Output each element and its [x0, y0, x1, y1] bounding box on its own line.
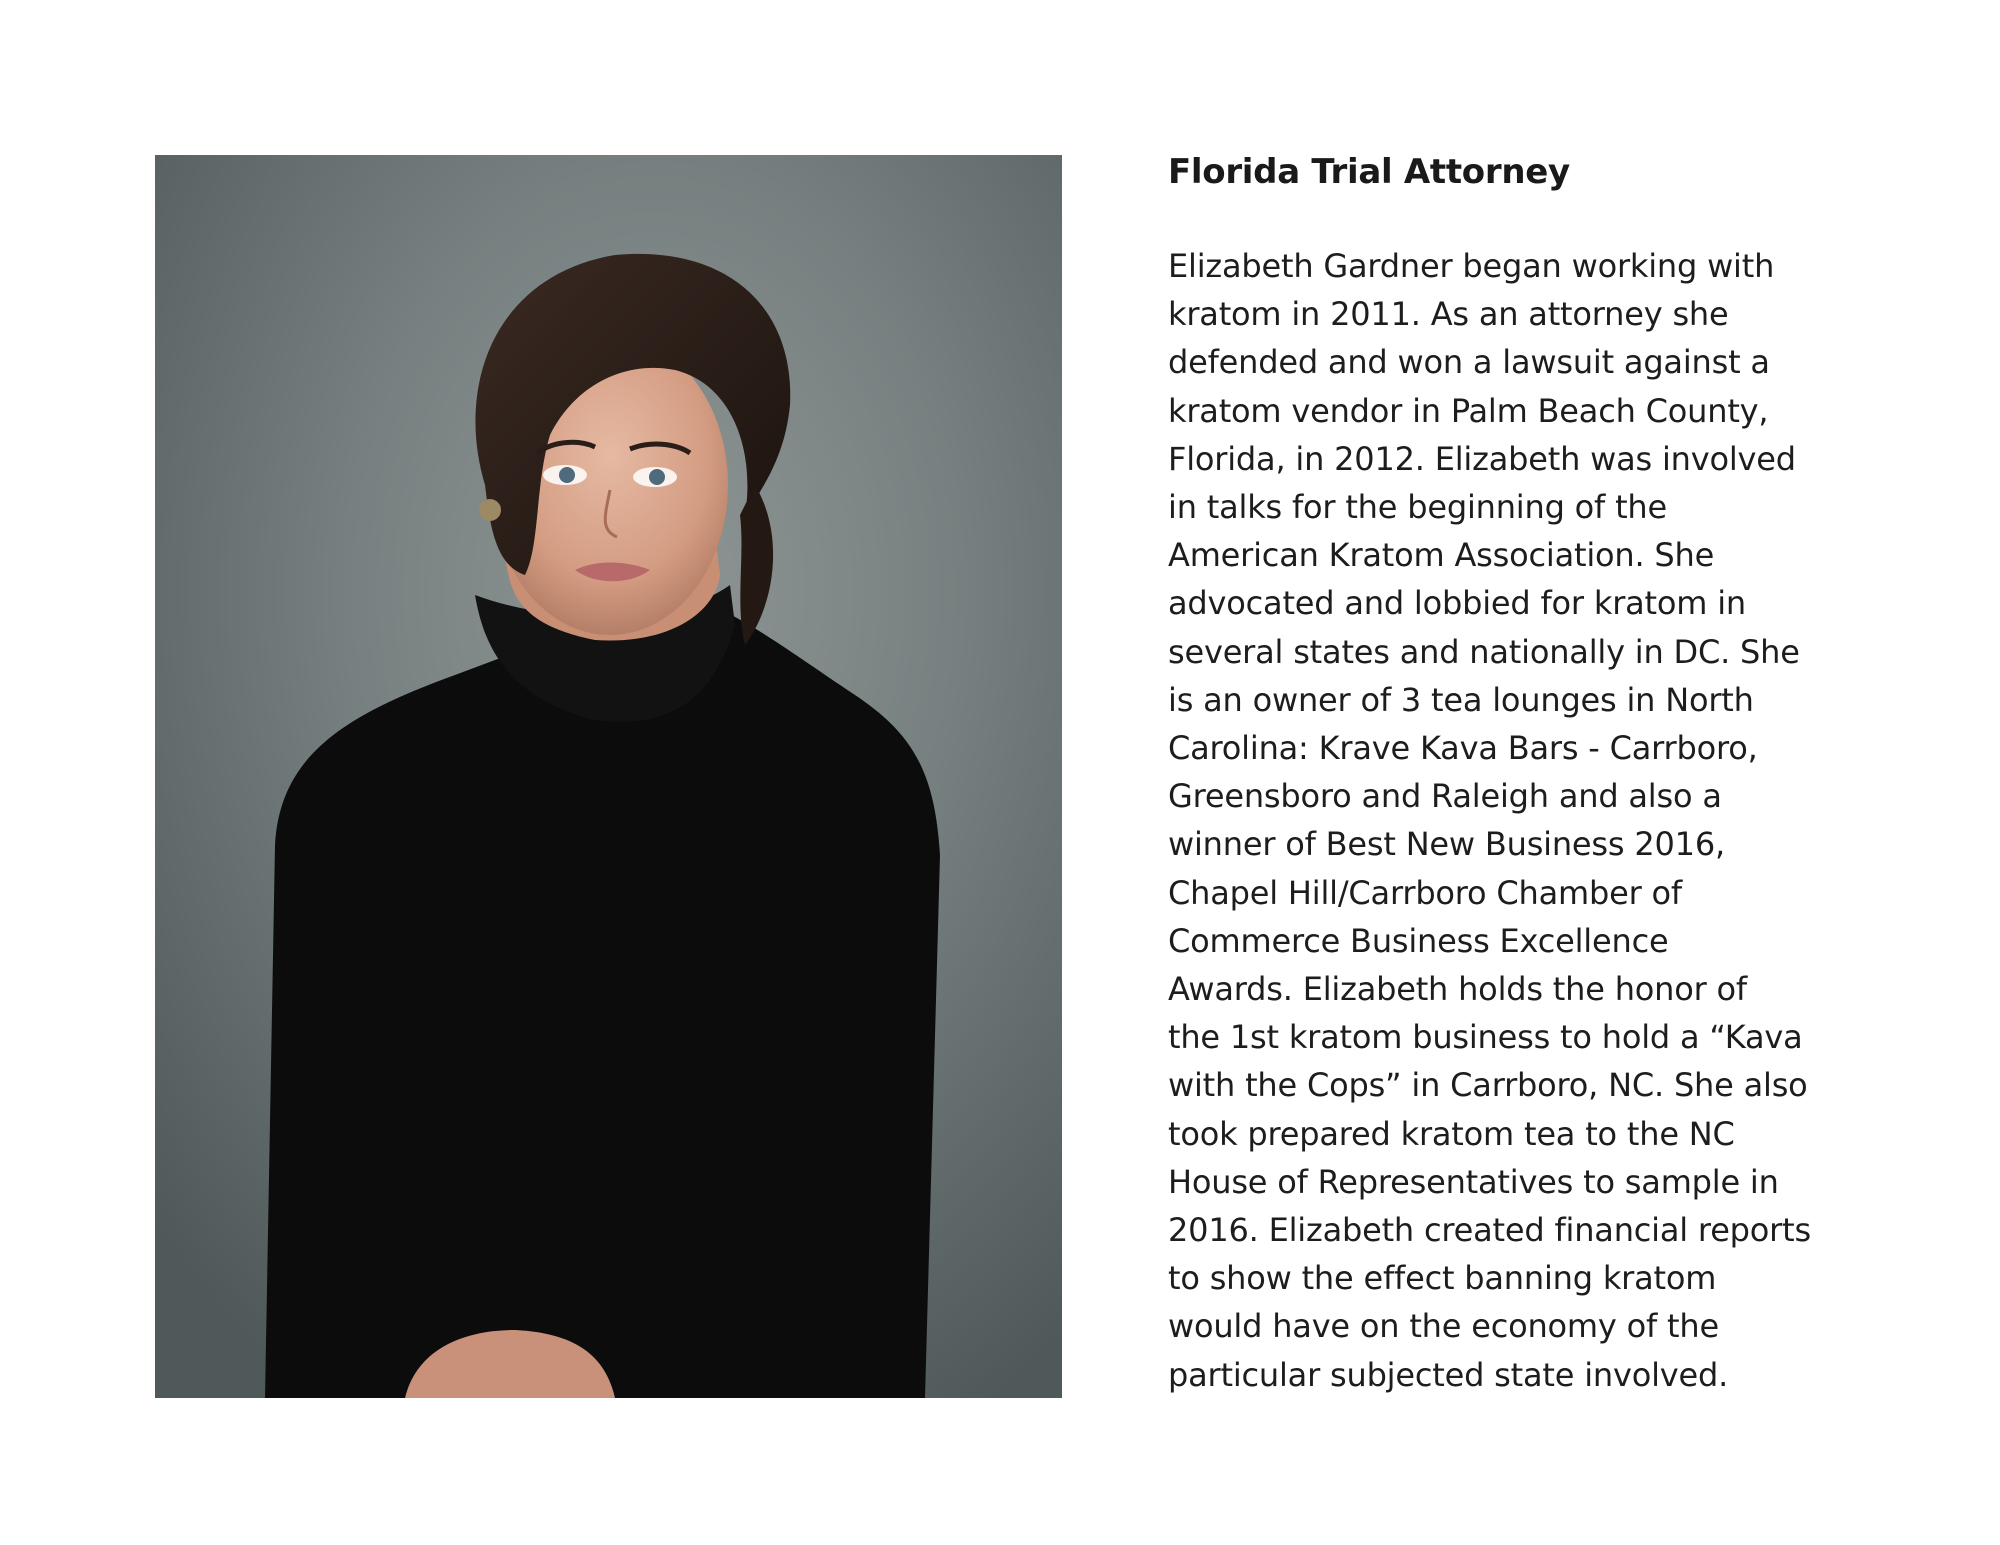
bio-line: kratom vendor in Palm Beach County,: [1168, 391, 1769, 430]
bio-line: winner of Best New Business 2016,: [1168, 825, 1725, 864]
bio-line: would have on the economy of the: [1168, 1307, 1719, 1346]
bio-line: Greensboro and Raleigh and also a: [1168, 777, 1722, 816]
bio-line: the 1st kratom business to hold a “Kava: [1168, 1018, 1803, 1057]
bio-line: took prepared kratom tea to the NC: [1168, 1114, 1735, 1153]
bio-line: several states and nationally in DC. She: [1168, 632, 1800, 671]
bio-line: kratom in 2011. As an attorney she: [1168, 295, 1729, 334]
bio-line: Commerce Business Excellence: [1168, 921, 1669, 960]
left-iris: [559, 467, 575, 483]
bio-line: Florida, in 2012. Elizabeth was involved: [1168, 439, 1796, 478]
bio-line: Chapel Hill/Carrboro Chamber of: [1168, 873, 1682, 912]
portrait-photo: [155, 155, 1062, 1398]
bio-paragraph: [1168, 242, 1868, 1399]
bio-line: to show the effect banning kratom: [1168, 1259, 1717, 1298]
right-iris: [649, 469, 665, 485]
page-title: Florida Trial Attorney: [1168, 152, 1570, 192]
bio-line: in talks for the beginning of the: [1168, 488, 1667, 527]
bio-line: with the Cops” in Carrboro, NC. She also: [1168, 1066, 1808, 1105]
bio-line: 2016. Elizabeth created financial reports: [1168, 1211, 1811, 1250]
portrait-illustration: [155, 155, 1062, 1398]
earring: [479, 499, 501, 521]
bio-line: Carolina: Krave Kava Bars - Carrboro,: [1168, 729, 1758, 768]
bio-line: defended and won a lawsuit against a: [1168, 343, 1770, 382]
bio-line: advocated and lobbied for kratom in: [1168, 584, 1747, 623]
bio-line: American Kratom Association. She: [1168, 536, 1715, 575]
bio-line: Awards. Elizabeth holds the honor of: [1168, 970, 1747, 1009]
bio-line: particular subjected state involved.: [1168, 1355, 1729, 1394]
turtleneck-sweater: [265, 605, 940, 1398]
bio-line: is an owner of 3 tea lounges in North: [1168, 680, 1754, 719]
bio-line: House of Representatives to sample in: [1168, 1162, 1779, 1201]
bio-column: [1168, 148, 1868, 1399]
bio-line: Elizabeth Gardner began working with: [1168, 247, 1775, 285]
